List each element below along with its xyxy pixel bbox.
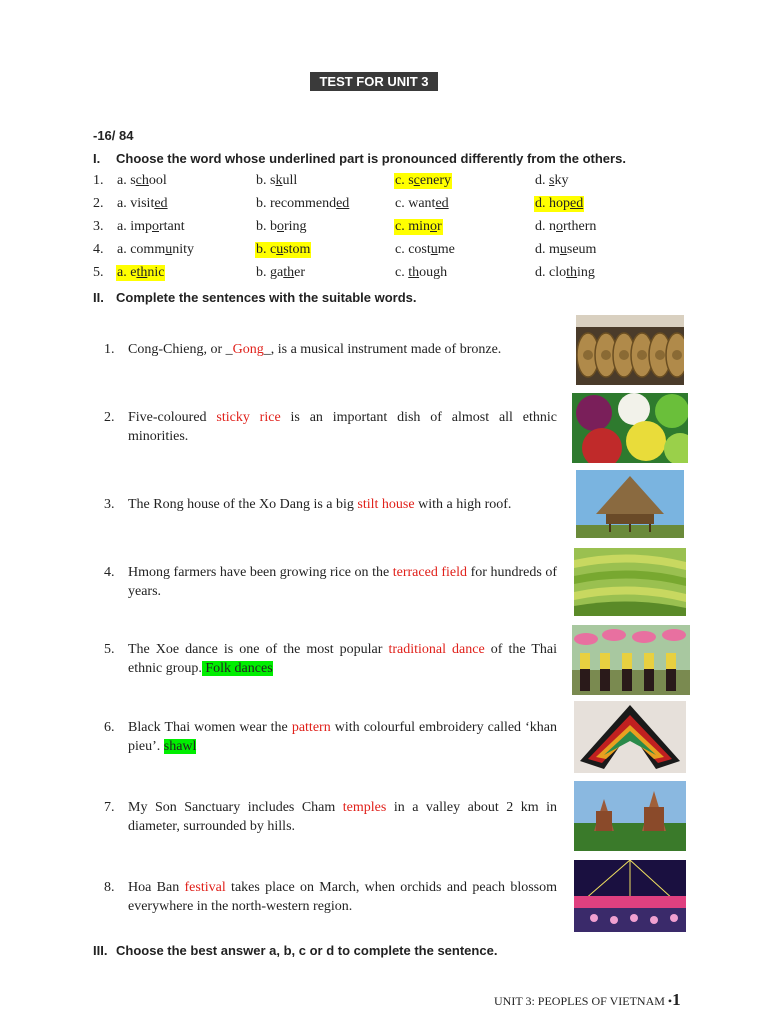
option-b-text: b. s (256, 173, 276, 188)
option-c-underlined: ed (435, 196, 449, 211)
sticky-rice-image (572, 393, 688, 463)
option-a-underlined: ed (154, 196, 168, 211)
question-text: is an important dish of almost all ethnic minorities. (128, 410, 558, 444)
option-b-text: stom (283, 242, 311, 257)
option-c (394, 173, 452, 189)
question-number: 2. (93, 196, 104, 211)
option-c (394, 265, 448, 281)
option-c (394, 196, 450, 212)
option-c-text: me (437, 242, 455, 257)
option-c-underlined: th (408, 265, 420, 280)
option-d (534, 196, 584, 212)
option-d-text: d. m (535, 242, 560, 257)
question-number: 7. (104, 800, 115, 815)
question-text: Black Thai women wear the (128, 720, 292, 735)
question-text: My Son Sanctuary includes Cham (128, 800, 343, 815)
question-text: _, is a musical instrument made of bronze. (263, 342, 502, 357)
option-c-underlined: o (430, 219, 437, 234)
section-1-heading (93, 151, 626, 166)
option-a-underlined: th (136, 265, 148, 280)
option-b (255, 219, 308, 235)
option-d (534, 219, 597, 235)
score: -16/ 84 (93, 128, 134, 143)
option-a-text: nic (147, 265, 165, 280)
question-text: Hoa Ban (128, 880, 185, 895)
question-text: Five-coloured (128, 410, 217, 425)
stilt-house-image (576, 470, 684, 538)
my-son-sanctuary-image (574, 781, 686, 851)
option-c-text: s (408, 173, 414, 188)
question-number: 4. (93, 242, 104, 257)
option-d (534, 173, 569, 189)
option-b (255, 242, 311, 258)
highlighted-note: Folk dances (201, 661, 273, 676)
fill-in-question (104, 878, 557, 916)
option-a (116, 173, 168, 189)
option-a (116, 219, 186, 235)
option-b (255, 196, 350, 212)
option-a-text: a. comm (117, 242, 166, 257)
answer-text: festival (184, 880, 226, 895)
option-d-underlined: ed (570, 196, 584, 211)
option-b-text: b. c (256, 242, 277, 257)
option-d (534, 265, 596, 281)
xoe-dance-image (572, 625, 690, 695)
option-a-underlined: u (165, 242, 173, 257)
option-c (394, 242, 456, 258)
highlighted-note: shawl (163, 739, 197, 754)
option-c-text: c. want (395, 196, 436, 211)
hoa-ban-festival-image (574, 860, 686, 932)
answer-text: terraced field (392, 565, 468, 580)
fill-in-question (104, 640, 557, 678)
option-b (255, 173, 298, 189)
section-2-text: Complete the sentences with the suitable words. (116, 290, 417, 305)
question-number: 1. (93, 173, 104, 188)
option-b-underlined: ed (336, 196, 350, 211)
answer-text: Gong (232, 342, 264, 357)
terraced-field-image (574, 548, 686, 616)
option-d-underlined: o (556, 219, 563, 234)
option-d-underlined: u (559, 242, 567, 257)
question-number: 5. (104, 642, 115, 657)
option-a (116, 196, 169, 212)
question-text: takes place on March, when orchids and peach blossom everywhere in the north-western region. (128, 880, 557, 914)
option-c-underlined: c (413, 173, 420, 188)
section-3-text: Choose the best answer a, b, c or d to complete the sentence. (116, 943, 498, 958)
fill-in-question (104, 798, 557, 836)
option-b-text: b. b (256, 219, 277, 234)
fill-in-question (104, 340, 557, 359)
option-b-underlined: o (277, 219, 284, 234)
option-a-text: a. (117, 173, 131, 188)
fill-in-question (104, 408, 557, 446)
question-number: 2. (104, 410, 115, 425)
option-a-text: a. visit (117, 196, 155, 211)
option-b-underlined: th (283, 265, 295, 280)
option-d-text: rthern (563, 219, 597, 234)
question-number: 5. (93, 265, 104, 280)
question-text: The Xoe dance is one of the most popular (128, 642, 389, 657)
option-a (116, 265, 165, 281)
question-text: for hundreds of years. (128, 565, 557, 599)
question-text: The Rong house of the Xo Dang is a big (128, 497, 358, 512)
fill-in-question (104, 563, 557, 601)
option-d-text: d. hop (535, 196, 570, 211)
answer-text: temples (342, 800, 387, 815)
option-b-underlined: u (276, 242, 284, 257)
question-text: with colourful embroidery called ‘khan pieu’. (128, 720, 557, 754)
question-number: 8. (104, 880, 115, 895)
section-1-text: Choose the word whose underlined part is pronounced differently from the others. (116, 151, 626, 166)
option-a-underlined: ch (135, 173, 149, 188)
shawl-image (574, 701, 686, 773)
answer-text: traditional dance (388, 642, 485, 657)
option-a-text: a. e (117, 265, 137, 280)
question-text: of the Thai ethnic group. (128, 642, 557, 676)
section-1-number: I. (93, 151, 101, 166)
option-d (534, 242, 597, 258)
option-c-text: c. (395, 173, 409, 188)
question-text: Cong-Chieng, or _ (128, 342, 233, 357)
page-number: 1 (672, 990, 681, 1009)
option-a-text: ool (148, 173, 167, 188)
option-d-text: d. n (535, 219, 556, 234)
option-c-text: enery (419, 173, 451, 188)
option-c-text: ough (419, 265, 448, 280)
footer-text: UNIT 3: PEOPLES OF VIETNAM • (494, 994, 673, 1008)
test-title: TEST FOR UNIT 3 (310, 72, 438, 91)
answer-text: pattern (291, 720, 331, 735)
option-a-text: rtant (159, 219, 185, 234)
answer-text: stilt house (357, 497, 415, 512)
option-d-text: d. (535, 173, 549, 188)
option-b (255, 265, 306, 281)
option-d-text: ing (577, 265, 595, 280)
option-c-text: c. cost (395, 242, 431, 257)
option-d-underlined: s (549, 173, 555, 188)
question-number: 4. (104, 565, 115, 580)
section-3-number: III. (93, 943, 108, 958)
option-b-text: ring (284, 219, 307, 234)
option-d-underlined: th (566, 265, 577, 280)
question-text: with a high roof. (414, 497, 512, 512)
answer-text: sticky rice (216, 410, 281, 425)
option-c-underlined: u (430, 242, 438, 257)
question-number: 3. (104, 497, 115, 512)
option-c-text: r (437, 219, 442, 234)
option-a-text: a. imp (117, 219, 152, 234)
option-b-text: ull (282, 173, 298, 188)
option-c (394, 219, 443, 235)
option-b-text: b. recommend (256, 196, 337, 211)
option-a-underlined: o (152, 219, 159, 234)
section-2-heading (93, 290, 417, 305)
gong-image (576, 315, 684, 385)
question-number: 3. (93, 219, 104, 234)
fill-in-question (104, 718, 557, 756)
fill-in-question (104, 495, 557, 514)
question-number: 6. (104, 720, 115, 735)
option-b-text: b. ga (256, 265, 284, 280)
option-a-text: s (130, 173, 136, 188)
page-footer (494, 990, 681, 1010)
option-c-text: c. (395, 265, 409, 280)
section-2-number: II. (93, 290, 104, 305)
option-d-text: d. clo (535, 265, 567, 280)
option-d-text: ky (554, 173, 569, 188)
question-number: 1. (104, 342, 115, 357)
question-text: in a valley about 2 km in diameter, surrounded by hills. (128, 800, 558, 834)
option-a (116, 242, 195, 258)
option-b-underlined: k (275, 173, 283, 188)
option-a-text: nity (172, 242, 194, 257)
section-3-heading (93, 943, 497, 958)
question-text: Hmong farmers have been growing rice on the (128, 565, 393, 580)
option-c-text: c. min (395, 219, 430, 234)
option-b-text: er (294, 265, 305, 280)
option-d-text: seum (566, 242, 597, 257)
